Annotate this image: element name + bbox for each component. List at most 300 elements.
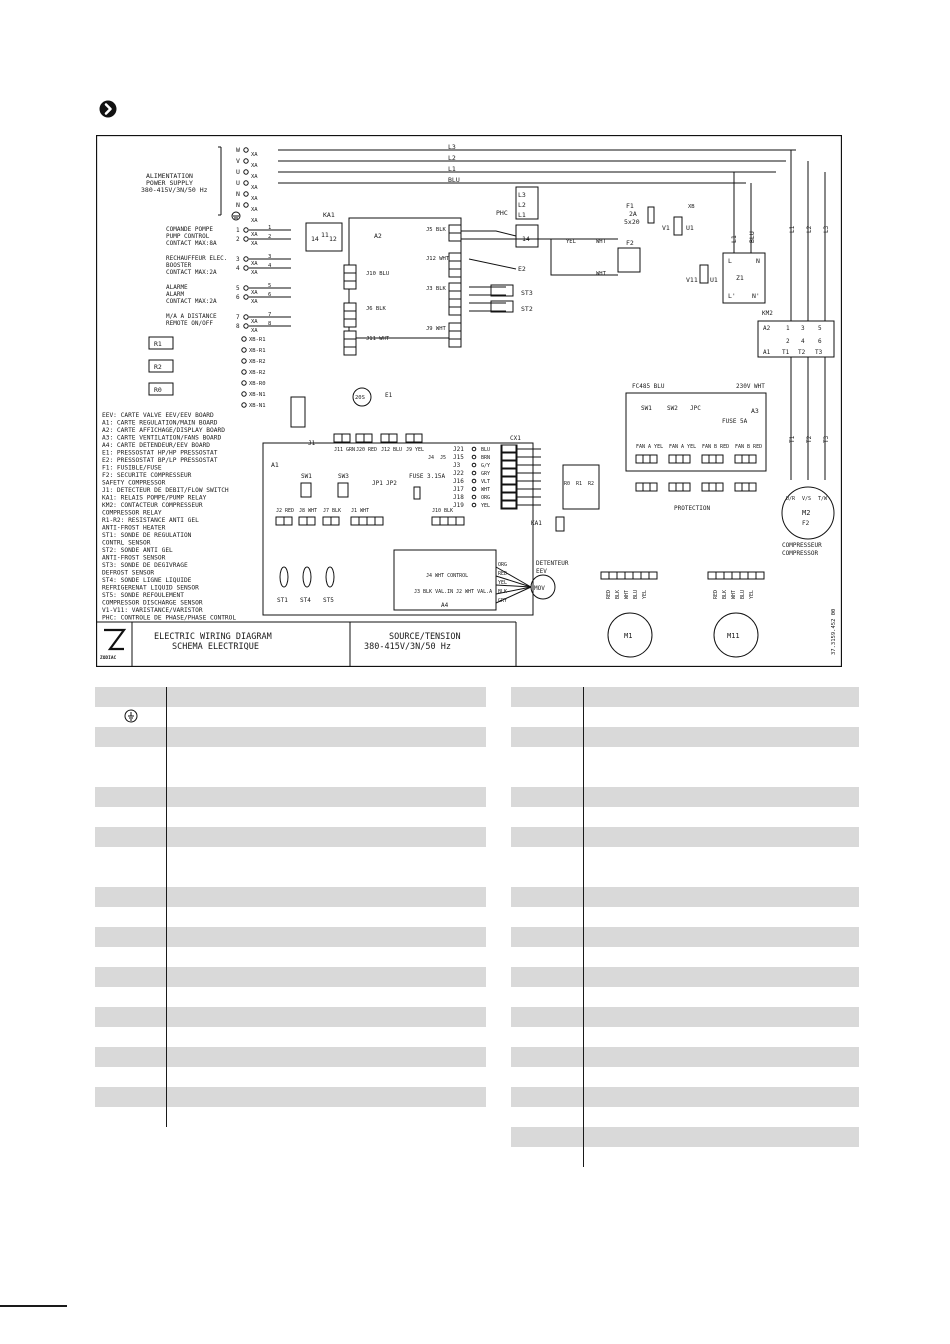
a2-j3: J3 BLK [426, 286, 446, 292]
table-cell-description [584, 967, 860, 987]
table-row [95, 987, 486, 1007]
jp2-label: JP2 [386, 480, 397, 487]
table-cell-description [584, 807, 860, 827]
xb-terminal-label: XB-R2 [249, 370, 266, 376]
xa-label: XA [251, 319, 258, 325]
connector-pin [449, 339, 461, 347]
connector-pin [449, 261, 461, 269]
connector-pin [449, 283, 461, 291]
table-cell-description [167, 1047, 487, 1067]
motor-pin [609, 572, 617, 579]
svg-text:12: 12 [329, 235, 337, 243]
motor-pin [617, 572, 625, 579]
table-cell-symbol [511, 1067, 584, 1087]
legend-line: ST1: SONDE DE REGULATION [102, 532, 192, 539]
connector-label: J8 WHT [299, 508, 318, 514]
xb-terminal-label: XB-R1 [249, 348, 266, 354]
connector-pin [359, 517, 367, 525]
table-cell-symbol [95, 1007, 167, 1027]
xb-terminal [242, 392, 246, 396]
table-row [511, 1027, 859, 1047]
a2-j11: J11 WHT [366, 336, 390, 342]
a2-label: A2 [374, 232, 382, 240]
a4-j3: J3 BLK VAL.IN [414, 589, 454, 595]
brand-logo [100, 630, 124, 661]
km2-4: 4 [801, 338, 805, 345]
km2-t3: T3 [815, 349, 823, 356]
table-row [511, 787, 859, 807]
j-label: J15 [453, 454, 464, 461]
connector-pin [299, 517, 307, 525]
supply-terminal [244, 170, 248, 174]
connector-pin [367, 517, 375, 525]
connector-pin [449, 269, 461, 277]
f2-label: F2 [626, 239, 634, 247]
legend-line: ST3: SONDE DE DEGIVRAGE [102, 562, 188, 569]
table-row [95, 687, 486, 707]
table-row [511, 687, 859, 707]
table-cell-description [167, 747, 487, 787]
xb-terminal-label: XB-N1 [249, 392, 266, 398]
connector-pin [449, 299, 461, 307]
legend-line: ANTI-FROST HEATER [102, 524, 166, 532]
f1-size: 5x20 [624, 218, 640, 226]
fan-pin [742, 483, 749, 491]
table-cell-symbol [511, 807, 584, 827]
connector-pin [356, 434, 364, 442]
a2-j6: J6 BLK [366, 306, 386, 312]
table-cell-symbol [95, 907, 167, 927]
jpc-a3: JPC [690, 405, 701, 412]
supply-terminal [244, 159, 248, 163]
table-cell-description [584, 787, 860, 807]
legend-line: ANTI-FROST SENSOR [102, 554, 166, 562]
table-row [511, 947, 859, 967]
j-color: ORG [481, 495, 491, 501]
connector-pin [323, 517, 331, 525]
xa-label: XA [251, 232, 258, 238]
km2-6: 6 [818, 338, 822, 345]
legend-line: E1: PRESSOSTAT HP/HP PRESSOSTAT [102, 449, 218, 457]
legend-line: DEFROST SENSOR [102, 569, 155, 577]
connector-pin [364, 434, 372, 442]
connector-pin [344, 281, 356, 289]
table-row [511, 1147, 859, 1167]
ka1-relay-label: KA1 [531, 520, 542, 527]
phc-label: PHC [496, 209, 508, 217]
connector-pin [381, 434, 389, 442]
svg-text:U1: U1 [710, 276, 718, 284]
table-cell-description [167, 727, 487, 747]
fan-pin [643, 483, 650, 491]
wire-yel-1: YEL [566, 239, 576, 245]
st3-label: ST3 [521, 289, 533, 297]
cx1-pin [502, 469, 516, 476]
supply-terminal-label: N [236, 190, 240, 198]
table-cell-description [167, 1107, 487, 1127]
contact-terminal [244, 315, 248, 319]
connector-pin [331, 517, 339, 525]
table-cell-symbol [95, 807, 167, 827]
j-color: WHT [481, 487, 491, 493]
connector-label: J9 YEL [406, 447, 425, 453]
cx1-pin [502, 461, 516, 468]
supply-terminal-label: W [236, 146, 240, 154]
a2-j9: J9 WHT [426, 326, 446, 332]
table-cell-symbol [511, 747, 584, 787]
supply-terminal-label: V [236, 157, 240, 165]
line-label-l3: L3 [448, 143, 456, 151]
legend-line: KM2: CONTACTEUR COMPRESSEUR [102, 502, 203, 509]
table-cell-description [167, 807, 487, 827]
contact-label-1: COMANDE POMPE [166, 226, 213, 233]
detenteur-label-fr: DETENTEUR [536, 560, 569, 567]
table-cell-symbol [95, 1027, 167, 1047]
table-row [95, 1087, 486, 1107]
svg-text:U1: U1 [686, 224, 694, 232]
fan-pin [702, 455, 709, 463]
xa-label: XA [251, 185, 258, 191]
xa-label: XA [251, 299, 258, 305]
connector-pin [449, 331, 461, 339]
connector-pin [449, 233, 461, 241]
r0-relay: R0 [564, 481, 571, 487]
compressor-label-fr: COMPRESSEUR [782, 542, 822, 549]
legend-line: A1: CARTE REGULATION/MAIN BOARD [102, 419, 218, 427]
fan-label: FAN A YEL [636, 444, 664, 450]
supply-terminal [244, 203, 248, 207]
km2-t2: T2 [798, 349, 806, 356]
svg-text:L1: L1 [789, 225, 796, 233]
xa-label: XA [251, 218, 258, 224]
fan-pin [669, 483, 676, 491]
protection-label: PROTECTION [674, 505, 711, 512]
table-row [511, 967, 859, 987]
xb-terminal [242, 348, 246, 352]
contact-terminal [244, 286, 248, 290]
a3-label: A3 [751, 407, 759, 415]
table-cell-description [584, 1107, 860, 1127]
legend-line: A2: CARTE AFFICHAGE/DISPLAY BOARD [102, 427, 225, 434]
xa-label: XA [251, 152, 258, 158]
connector-pin [449, 291, 461, 299]
svg-text:L2: L2 [806, 225, 813, 233]
legend [102, 412, 236, 622]
table-cell-symbol [511, 847, 584, 887]
v230-label: 230V WHT [736, 383, 765, 390]
a4-j2: J2 WHT VAL.A [456, 589, 493, 595]
table-cell-description [584, 1087, 860, 1107]
supply-terminal [244, 148, 248, 152]
km2-1: 1 [786, 325, 790, 332]
table-row [95, 947, 486, 967]
motor-pin [625, 572, 633, 579]
contact-label-3: CONTACT MAX:8A [166, 240, 217, 247]
table-cell-description [167, 827, 487, 847]
table-cell-symbol [95, 1067, 167, 1087]
table-row [95, 927, 486, 947]
contact-label-3: CONTACT MAX:2A [166, 269, 217, 276]
power-supply-block [141, 143, 796, 224]
table-cell-symbol [95, 967, 167, 987]
j-label: J17 [453, 486, 464, 493]
contact-terminal [244, 228, 248, 232]
f1-label: F1 [626, 202, 634, 210]
legend-table-right [511, 687, 859, 1167]
legend-table-left [95, 687, 486, 1127]
motor-wire-label: WHT [624, 589, 630, 599]
table-cell-description [584, 1127, 860, 1147]
table-row [95, 727, 486, 747]
e1-label: E1 [385, 392, 393, 399]
legend-line: COMPRESSOR RELAY [102, 509, 162, 517]
cx1-pin [502, 477, 516, 484]
a1-label: A1 [271, 461, 279, 469]
source-value: 380-415V/3N/50 Hz [364, 642, 451, 652]
connector-pin [414, 434, 422, 442]
cx1-pin [502, 493, 516, 500]
j-color: VLT [481, 479, 491, 485]
table-row [511, 1047, 859, 1067]
fan-pin [716, 455, 723, 463]
km2-t1: T1 [782, 349, 790, 356]
legend-line: REFRIGERENAT LIQUID SENSOR [102, 584, 199, 592]
fan-pin [636, 483, 643, 491]
table-row [95, 847, 486, 887]
fan-pin [676, 483, 683, 491]
m2-label: M2 [802, 509, 811, 517]
sensor-symbol [303, 567, 311, 587]
j1-flow-label: J1 [308, 440, 316, 447]
xb-terminal-label: XB-R1 [249, 337, 266, 343]
connector-label: J4 [428, 455, 435, 461]
title-en: ELECTRIC WIRING DIAGRAM [154, 632, 272, 642]
connector-label: J5 [440, 455, 447, 461]
motor-pin [633, 572, 641, 579]
connector-pin [406, 434, 414, 442]
table-row [511, 987, 859, 1007]
table-row [511, 727, 859, 747]
xb-terminal-label: XB-R0 [249, 381, 266, 387]
table-row [95, 827, 486, 847]
connector-pin [375, 517, 383, 525]
supply-terminal-label: N [236, 201, 240, 209]
cx1-block [453, 435, 541, 509]
table-cell-description [167, 1087, 487, 1107]
legend-line: CONTRL SENSOR [102, 539, 151, 547]
j-label: J16 [453, 478, 464, 485]
table-cell-description [167, 707, 487, 727]
table-row [95, 1027, 486, 1047]
svg-text:11: 11 [321, 231, 329, 239]
phc-block [461, 187, 718, 284]
table-cell-description [584, 707, 860, 727]
sensor-label: ST5 [323, 597, 334, 604]
svg-text:N': N' [752, 292, 760, 300]
contact-label-1: RECHAUFFEUR ELEC. [166, 255, 228, 262]
fan-pin [683, 455, 690, 463]
legend-line: F2: SECURITE COMPRESSEUR [102, 472, 192, 479]
cx1-pin [502, 445, 516, 452]
connector-label: J1 WHT [351, 508, 370, 514]
j-terminal [472, 479, 476, 483]
table-cell-symbol [511, 1007, 584, 1027]
legend-line: EEV: CARTE VALVE EEV/EEV BOARD [102, 412, 214, 419]
a4-j4: J4 WHT CONTROL [426, 573, 469, 579]
table-cell-description [584, 687, 860, 707]
table-cell-symbol [511, 1147, 584, 1167]
a2-j10: J10 BLU [366, 271, 390, 277]
footer-rule [0, 1305, 67, 1307]
a4-label: A4 [441, 602, 449, 609]
legend-line: ST5: SONDE REFOULEMENT [102, 592, 184, 599]
legend-line: A4: CARTE DETENDEUR/EEV BOARD [102, 442, 211, 449]
connector-pin [449, 307, 461, 315]
table-cell-symbol [95, 727, 167, 747]
table-cell-description [167, 967, 487, 987]
motor-wire-label: YEL [642, 589, 648, 599]
table-cell-symbol [95, 787, 167, 807]
contact-label-2: BOOSTER [166, 262, 192, 269]
cx1-pin [502, 501, 516, 508]
xb-terminal [242, 403, 246, 407]
connector-pin [449, 253, 461, 261]
table-row [95, 787, 486, 807]
ground-terminal [232, 212, 240, 220]
contact-number: 7 [236, 314, 240, 321]
table-cell-description [584, 947, 860, 967]
contact-terminal [244, 324, 248, 328]
supply-terminal [244, 192, 248, 196]
table-cell-symbol [511, 827, 584, 847]
contact-number: 4 [236, 265, 240, 272]
xa-label: XA [251, 328, 258, 334]
contact-wire-number: 7 [268, 312, 272, 318]
motor-pin [756, 572, 764, 579]
table-cell-description [584, 1147, 860, 1167]
connector-pin [344, 265, 356, 273]
e2-label: E2 [518, 265, 526, 273]
a2-sensors [469, 259, 533, 313]
j-terminal [472, 463, 476, 467]
table-cell-symbol [95, 927, 167, 947]
connector-pin [344, 339, 356, 347]
a1-board [263, 388, 533, 615]
connector-pin [448, 517, 456, 525]
supply-title-1: ALIMENTATION [146, 172, 193, 180]
fan-label: FAN B RED [735, 444, 763, 450]
a2-j5: J5 BLK [426, 227, 446, 233]
table-cell-description [584, 907, 860, 927]
fan-pin [676, 455, 683, 463]
connector-pin [351, 517, 359, 525]
sw2-a3: SW2 [667, 405, 678, 412]
table-cell-symbol [95, 687, 167, 707]
j-label: J3 [453, 462, 461, 469]
j-terminal [472, 487, 476, 491]
connector-pin [440, 517, 448, 525]
fan-pin [735, 455, 742, 463]
km2-label: KM2 [762, 310, 773, 317]
connector-pin [344, 311, 356, 319]
j-terminal [472, 495, 476, 499]
table-cell-symbol [95, 987, 167, 1007]
fan-label: FAN B RED [702, 444, 730, 450]
table-row [95, 807, 486, 827]
cx1-pin [502, 453, 516, 460]
motor-wire-label: RED [713, 589, 719, 599]
supply-title-2: POWER SUPPLY [146, 179, 193, 187]
motor-pin [708, 572, 716, 579]
fan-pin [709, 483, 716, 491]
fan-pin [669, 455, 676, 463]
table-cell-symbol [511, 947, 584, 967]
contact-label-2: REMOTE ON/OFF [166, 320, 213, 327]
a2-board [344, 218, 461, 355]
fan-pin [735, 483, 742, 491]
line-label-l1: L1 [448, 165, 456, 173]
table-cell-symbol [511, 927, 584, 947]
supply-terminal-label: U [236, 179, 240, 187]
ka1-label: KA1 [323, 211, 335, 219]
m2-vs: V/S [802, 496, 812, 502]
table-cell-symbol [95, 707, 167, 727]
relay-area [531, 465, 599, 531]
eev-wire-label: RED [498, 571, 508, 577]
table-cell-description [584, 887, 860, 907]
xb-terminal-label: XB-N1 [249, 403, 266, 409]
fan-pin [749, 455, 756, 463]
j-color: BRN [481, 455, 491, 461]
source-label: SOURCE/TENSION [389, 632, 461, 642]
table-row [511, 887, 859, 907]
motor-wire-label: BLU [740, 589, 746, 599]
j-terminal [472, 455, 476, 459]
table-cell-description [167, 687, 487, 707]
connector-pin [344, 273, 356, 281]
cx1-pin [502, 485, 516, 492]
contact-number: 3 [236, 256, 240, 263]
f1-rating: 2A [629, 210, 637, 218]
j-terminal [472, 471, 476, 475]
table-row [95, 887, 486, 907]
j-label: J19 [453, 502, 464, 509]
contact-label-2: PUMP CONTROL [166, 233, 210, 240]
mov-label: MOV [534, 585, 545, 592]
contact-label-2: ALARM [166, 291, 185, 298]
contact-wire-number: 6 [268, 292, 272, 298]
contact-label-1: M/A A DISTANCE [166, 313, 217, 320]
detenteur-label-en: EEV [536, 568, 547, 575]
xb-terminal [242, 337, 246, 341]
eev-wire-label: GRY [498, 598, 508, 604]
svg-text:L1: L1 [730, 235, 738, 243]
svg-text:L: L [728, 257, 732, 265]
connector-pin [344, 319, 356, 327]
fan-pin [636, 455, 643, 463]
connector-label: J20 RED [356, 447, 378, 453]
xa-label: XA [251, 261, 258, 267]
legend-line: COMPRESSOR DISCHARGE SENSOR [102, 599, 203, 607]
contact-terminal [244, 257, 248, 261]
table-cell-description [167, 927, 487, 947]
table-cell-symbol [511, 1087, 584, 1107]
line-label-l2: L2 [448, 154, 456, 162]
xa-label: XA [251, 270, 258, 276]
table-row [511, 907, 859, 927]
diagram-frame [97, 136, 842, 667]
table-cell-symbol [511, 727, 584, 747]
